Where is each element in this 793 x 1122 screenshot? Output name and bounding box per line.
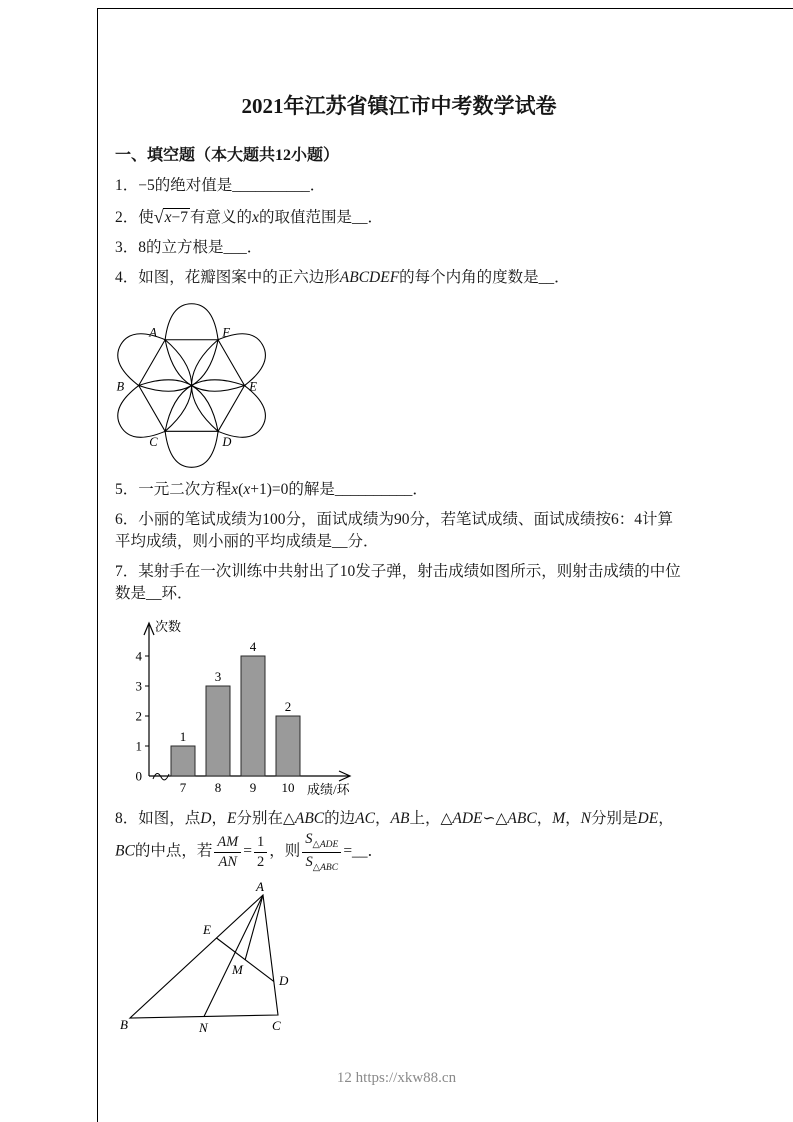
bar-chart-svg	[127, 613, 377, 805]
question-1-text: 1．−5的绝对值是__________．	[115, 177, 326, 194]
hexagon-flower-figure	[105, 297, 283, 475]
petal-path	[218, 334, 265, 386]
text-run: 的每个内角的度数是__．	[399, 269, 570, 286]
question-2	[115, 205, 683, 229]
vertex-label-d: D	[279, 973, 289, 989]
petal-path	[118, 334, 165, 386]
text-run: 有意义的	[190, 209, 253, 226]
text-run: ，则	[269, 842, 301, 860]
radicand	[163, 208, 190, 226]
fraction-numerator	[302, 831, 341, 853]
fraction-one-half	[254, 834, 267, 869]
section-heading: 一、填空题（本大题共12小题）	[115, 147, 340, 164]
petal-path	[218, 386, 265, 438]
math-var: x	[243, 481, 251, 498]
vertex-label-c: C	[272, 1018, 281, 1034]
question-4	[115, 267, 683, 289]
vertex-label-a: A	[256, 881, 264, 895]
text-run: (	[238, 481, 244, 498]
segment-ed	[217, 938, 274, 981]
text-run: ，	[374, 810, 391, 827]
text-run: 分别在△	[236, 810, 295, 827]
category-label: 9	[249, 780, 257, 795]
text-run: 的边	[324, 810, 356, 827]
text-run: ∽△	[482, 810, 508, 827]
math-var: AC	[355, 810, 375, 827]
fraction-denominator	[302, 853, 341, 874]
subscript: △ABC	[312, 862, 339, 873]
text-run: =__．	[343, 842, 384, 860]
text-run: ，	[211, 810, 227, 827]
math-var: ABCDEF	[339, 269, 400, 286]
math-var: ADE	[452, 810, 483, 827]
math-var: N	[580, 810, 591, 827]
vertex-label-b: B	[120, 1017, 128, 1033]
y-tick-label: 3	[135, 678, 142, 694]
flower-petals	[118, 304, 266, 468]
text-run: =0	[271, 481, 289, 498]
footer-watermark: 12 https://xkw88.cn	[336, 1070, 457, 1086]
y-axis-label: 次数	[155, 619, 182, 634]
fraction-numerator: AM	[214, 834, 241, 852]
question-7	[115, 561, 683, 605]
bar	[171, 746, 195, 776]
math-var: S	[305, 831, 313, 847]
axis-break-squiggle	[153, 773, 169, 779]
category-label: 8	[214, 780, 222, 795]
y-tick-label: 4	[135, 648, 142, 664]
triangle-abc	[130, 895, 278, 1018]
triangle-figure	[120, 881, 295, 1036]
category-label: 10	[281, 780, 295, 795]
y-tick-label: 2	[135, 708, 142, 724]
text-run: +1)	[250, 481, 272, 498]
math-var: x	[231, 481, 239, 498]
math-var: x	[164, 209, 172, 226]
vertex-label-e: E	[203, 922, 211, 938]
bar-value-label: 4	[249, 639, 257, 654]
vertex-label-m: M	[232, 962, 243, 978]
text-run: 5．一元二次方程	[115, 481, 232, 498]
text-run: ，	[658, 810, 674, 827]
math-var: S	[305, 853, 313, 870]
text-run: =	[243, 842, 253, 860]
bar-value-label: 1	[179, 729, 187, 744]
text-run: ，	[565, 810, 581, 827]
fraction-am-an	[214, 834, 241, 869]
vertex-label-n: N	[199, 1020, 208, 1036]
score-bar-chart	[127, 613, 683, 805]
fraction-denominator: AN	[218, 853, 238, 870]
text-run: 的解是__________．	[288, 481, 428, 498]
sqrt-radical	[154, 209, 190, 226]
fraction-numerator: 1	[254, 834, 267, 852]
fraction-areas	[302, 831, 341, 873]
bar-value-label: 2	[284, 699, 292, 714]
text-run: 上，△	[409, 810, 453, 827]
triangle-lines	[130, 895, 278, 1018]
vertex-label-e: E	[249, 379, 257, 394]
text-run: −7	[171, 209, 189, 226]
bar	[241, 656, 265, 776]
subscript: △ADE	[312, 839, 339, 850]
petal-path	[165, 431, 218, 467]
bar	[276, 716, 300, 776]
text-run: 4．如图，花瓣图案中的正六边形	[115, 269, 340, 286]
math-var: ABC	[507, 810, 537, 827]
petal-path	[165, 304, 218, 340]
math-var: D	[200, 810, 212, 827]
math-var: BC	[115, 842, 135, 860]
vertex-label-b: B	[116, 379, 125, 394]
radical-sign: √	[153, 207, 164, 227]
question-8	[115, 807, 683, 873]
question-3-text: 3．8的立方根是___．	[115, 239, 263, 256]
text-run: 的中点，若	[134, 842, 213, 860]
fraction-denominator: 2	[257, 853, 265, 870]
text-run: 2．使	[115, 209, 154, 226]
bar	[206, 686, 230, 776]
vertex-label-f: F	[222, 325, 231, 340]
math-var: M	[552, 810, 566, 827]
math-var: DE	[637, 810, 659, 827]
text-run: 的取值范围是__．	[258, 209, 383, 226]
question-6	[115, 509, 683, 553]
math-var: x	[252, 209, 259, 226]
math-var: E	[226, 810, 237, 827]
vertex-label-d: D	[222, 435, 232, 450]
question-7-text: 7．某射手在一次训练中共射出了10发子弹，射击成绩如图所示，则射击成绩的中位数是__环．	[115, 563, 681, 602]
math-var: ABC	[294, 810, 325, 827]
question-3	[115, 237, 683, 259]
bar-value-label: 3	[214, 669, 222, 684]
y-tick-label: 1	[135, 738, 142, 754]
text-run: ，	[536, 810, 553, 827]
question-5	[115, 479, 683, 501]
petal-path	[118, 386, 165, 438]
math-var: AB	[390, 810, 410, 827]
category-label: 7	[179, 780, 187, 795]
vertex-label-c: C	[149, 435, 158, 450]
question-1	[115, 175, 683, 197]
text-run: 8．如图，点	[115, 810, 201, 827]
text-run: 分别是	[591, 810, 638, 827]
exam-title: 2021年江苏省镇江市中考数学试卷	[241, 94, 557, 118]
segment-an	[204, 895, 263, 1017]
exam-content	[115, 90, 683, 1040]
vertex-label-a: A	[149, 325, 157, 340]
x-axis-label: 成绩/环	[307, 782, 350, 797]
question-6-text: 6．小丽的笔试成绩为100分，面试成绩为90分，若笔试成绩、面试成绩按6：4计算平均成绩，则小丽的平均成绩是__分．	[115, 511, 674, 550]
y-tick-label: 0	[135, 768, 142, 784]
